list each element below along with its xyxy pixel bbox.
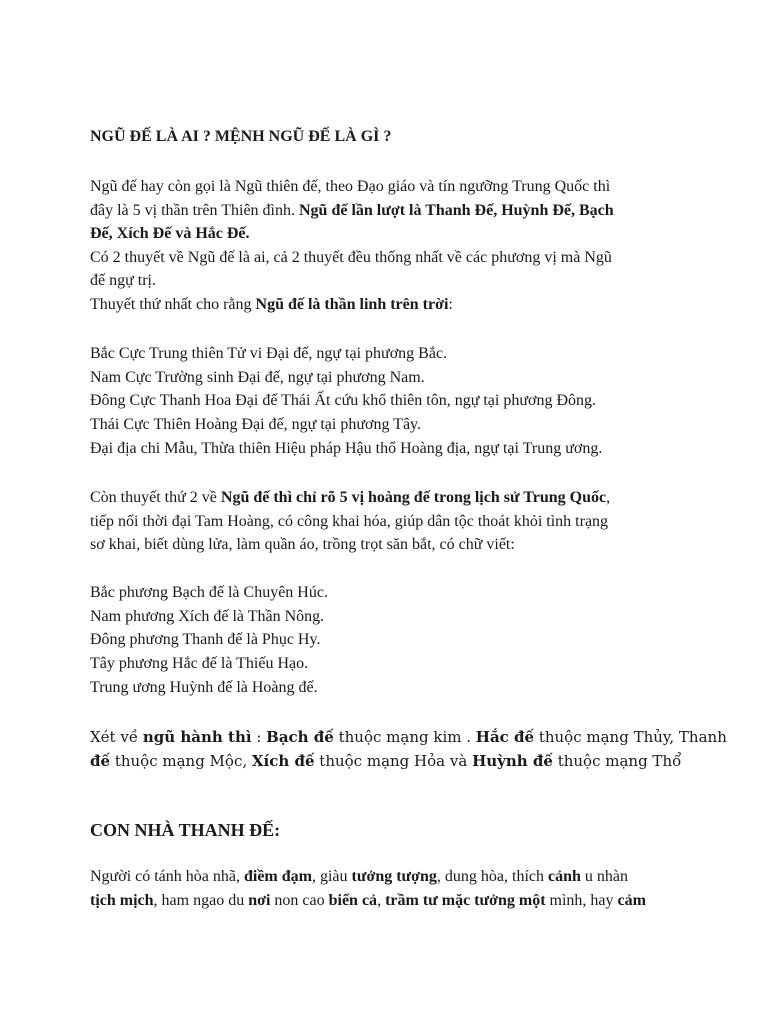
text-run: đây là 5 vị thần trên Thiên đình. (90, 202, 299, 219)
text-run: u nhàn (580, 868, 629, 885)
bold-text-run: Hắc đế (475, 728, 535, 746)
paragraph-line (90, 727, 727, 747)
paragraph-line: sơ khai, biết dùng lửa, làm quần áo, trồng trọt săn bắt, có chữ viết: (90, 536, 515, 553)
bold-text-run: Ngũ đế thì chỉ rõ 5 vị hoàng đế trong lịch sử Trung Quốc (220, 489, 607, 506)
paragraph-line (90, 201, 614, 221)
text-run: : (448, 296, 453, 313)
paragraph-line: Đế, Xích Đế và Hắc Đế. (90, 225, 250, 242)
paragraph-line (90, 751, 681, 771)
list-item: Đông phương Thanh đế là Phục Hy. (90, 631, 321, 648)
text-run: , dung hòa, thích (436, 868, 548, 885)
page-title: NGŨ ĐẾ LÀ AI ? MỆNH NGŨ ĐẾ LÀ GÌ ? (90, 128, 392, 145)
text-run: , giàu (311, 868, 352, 885)
list-item: Trung ương Huỳnh đế là Hoàng đế. (90, 679, 318, 696)
paragraph-line: Có 2 thuyết về Ngũ đế là ai, cả 2 thuyết đều thống nhất về các phương vị mà Ngũ (90, 249, 612, 266)
bold-text-run: nơi (248, 892, 271, 909)
text-run: : (251, 728, 267, 746)
bold-text-run: biển cả (328, 892, 378, 909)
paragraph-line (90, 295, 453, 315)
paragraph-line (90, 488, 610, 508)
paragraph-line: Ngũ đế hay còn gọi là Ngũ thiên đế, theo Đạo giáo và tín ngưỡng Trung Quốc thì (90, 178, 611, 195)
list-item: Tây phương Hắc đế là Thiếu Hạo. (90, 655, 309, 672)
text-run: non cao (270, 892, 329, 909)
text-run: thuộc mạng Hỏa và (314, 752, 473, 770)
paragraph-line: tiếp nối thời đại Tam Hoàng, có công khai hóa, giúp dân tộc thoát khỏi tình trạng (90, 513, 609, 530)
text-run: , (377, 892, 386, 909)
text-run: Còn thuyết thứ 2 về (90, 489, 221, 506)
list-item: Đại địa chi Mẫu, Thừa thiên Hiệu pháp Hậu thổ Hoàng địa, ngự tại Trung ương. (90, 440, 603, 457)
bold-text-run: ngũ hành thì (142, 728, 252, 746)
bold-text-run: Xích đế (251, 752, 315, 770)
bold-text-run: tịch mịch (90, 892, 154, 909)
list-item: Bắc Cực Trung thiên Tử vi Đại đế, ngự tại phương Bắc. (90, 345, 448, 362)
bold-text-run: Ngũ đế là thần linh trên trời (255, 296, 449, 313)
paragraph-line: đế ngự trị. (90, 272, 156, 289)
text-run: thuộc mạng Thủy, Thanh (534, 728, 727, 746)
text-run: Người có tánh hòa nhã, (90, 868, 244, 885)
list-item: Thái Cực Thiên Hoàng Đại đế, ngự tại phương Tây. (90, 416, 421, 433)
list-item: Nam Cực Trường sinh Đại đế, ngự tại phương Nam. (90, 369, 425, 386)
list-item: Bắc phương Bạch đế là Chuyên Húc. (90, 584, 328, 601)
list-item: Đông Cực Thanh Hoa Đại đế Thái Ất cứu khổ thiên tôn, ngự tại phương Đông. (90, 392, 597, 409)
paragraph-line (90, 891, 646, 911)
section-heading: CON NHÀ THANH ĐẾ: (90, 820, 281, 840)
text-run: Xét về (90, 728, 143, 746)
text-run: thuộc mạng kim . (333, 728, 476, 746)
text-run: , ham ngao du (153, 892, 249, 909)
text-run: mình, hay (545, 892, 618, 909)
text-run: thuộc mạng Thổ (552, 752, 682, 770)
list-item: Nam phương Xích đế là Thần Nông. (90, 608, 325, 625)
text-run: thuộc mạng Mộc, (110, 752, 252, 770)
bold-text-run: trầm tư mặc tưởng một (385, 892, 546, 909)
bold-text-run: cảnh (548, 868, 581, 885)
bold-text-run: Bạch đế (266, 728, 334, 746)
bold-text-run: đế (90, 752, 111, 770)
bold-text-run: điềm đạm (243, 868, 312, 885)
bold-text-run: tưởng tượng (351, 868, 437, 885)
bold-text-run: Huỳnh đế (472, 752, 553, 770)
bold-text-run: Ngũ đế lần lượt là Thanh Đế, Huỳnh Đế, Bạch (299, 202, 614, 219)
text-run: , (606, 489, 611, 506)
text-run: Thuyết thứ nhất cho rằng (90, 296, 256, 313)
paragraph-line (90, 867, 628, 887)
bold-text-run: cảm (617, 892, 646, 909)
